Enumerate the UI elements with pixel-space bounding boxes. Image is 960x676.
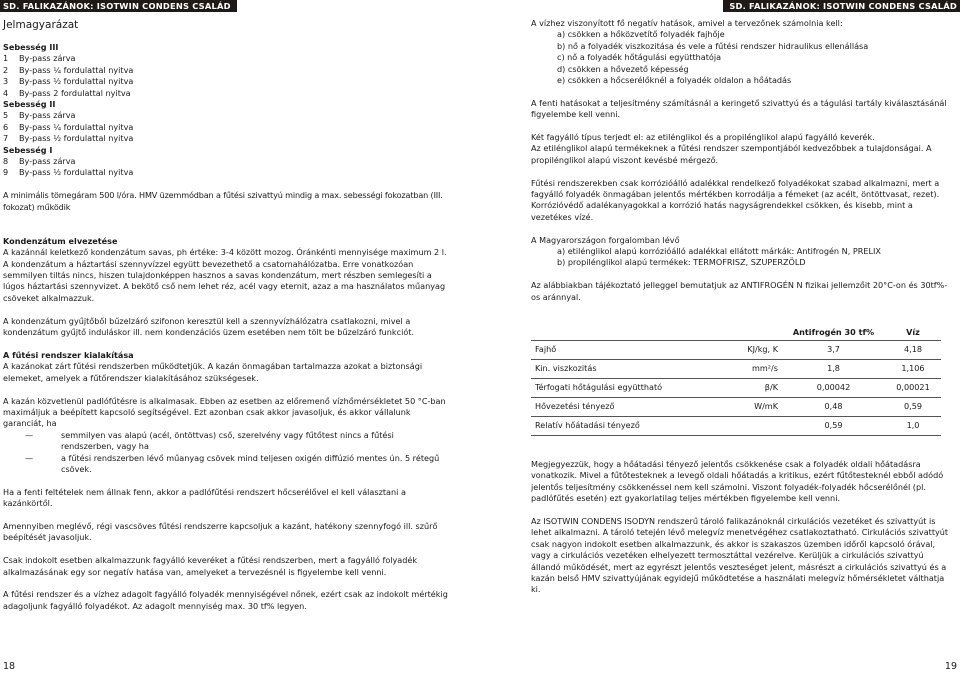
legend-item-number: 8 xyxy=(3,156,9,167)
effect-item: c) nő a folyadék hőtágulási együtthatója xyxy=(557,52,722,63)
legend-item xyxy=(3,156,448,167)
legend-item xyxy=(3,88,448,99)
types-paragraph-2: Az etilénglikol alapú termékeknek a fűtési rendszer szempontjából kedvezőbbek a tulajdonságai. A propilénglikol alapú viszont kevésbé mérgező. xyxy=(531,143,932,165)
heating-paragraph-4: Amennyiben meglévő, régi vascsöves fűtési rendszerre kapcsoljuk a kazánt, hatékony szennyfogó ill. szűrő beépítését javasoljuk. xyxy=(3,520,438,543)
legend-item-label: By-pass zárva xyxy=(19,53,76,64)
legend-item-label: By-pass 2 fordulattal nyitva xyxy=(19,87,131,98)
table-cell: 0,59 xyxy=(885,398,941,417)
legend-item-label: By-pass ½ fordulattal nyitva xyxy=(19,76,134,87)
table-cell: Hővezetési tényező xyxy=(531,398,689,417)
legend-item-label: By-pass ½ fordulattal nyitva xyxy=(19,167,134,178)
table-cell: Kin. viszkozitás xyxy=(531,360,689,379)
table-cell: W/mK xyxy=(689,398,782,417)
left-page xyxy=(0,0,470,676)
table-cell: 3,7 xyxy=(782,341,885,360)
legend-item-label: By-pass zárva xyxy=(19,156,76,167)
table-row xyxy=(531,341,941,360)
heating-paragraph-1: A kazánokat zárt fűtési rendszerben működtetjük. A kazán önmagában tartalmazza azokat a biztonsági elemeket, amelyek a fűtőrendszer kialakításához szükségesek. xyxy=(3,361,423,383)
legend-item-number: 1 xyxy=(3,53,9,64)
legend-group-heading: Sebesség II xyxy=(3,99,56,110)
legend-group-heading: Sebesség I xyxy=(3,144,53,155)
heating-paragraph-5: Csak indokolt esetben alkalmazzunk fagyálló keveréket a fűtési rendszerben, mert a fagyálló folyadék alkalmazásának egy sor negatív hatása van, amelyeket a tervezésnél is figyelembe kell venni. xyxy=(3,555,418,577)
left-column xyxy=(3,18,448,612)
table-row xyxy=(531,379,941,398)
table-row xyxy=(531,417,941,436)
page-header: SD. FALIKAZÁNOK: ISOTWIN CONDENS CSALÁD xyxy=(0,0,237,12)
dash-item xyxy=(3,453,448,476)
table-row xyxy=(531,360,941,379)
heating-paragraph-3: Ha a fenti feltételek nem állnak fenn, akkor a padlófűtési rendszert hőcserélővel el kell választani a kazánkörtől. xyxy=(3,486,406,509)
condensate-paragraph-2: A kondenzátum gyűjtőből bűzelzáró szifonon keresztül kell a szennyvízhálózatra csatlakozni, mivel a kondenzátum gyűjtő induláskor ill. nem kondenzációs üzem esetében nem tölt be bűzelzáró funkciót. xyxy=(3,315,415,338)
dash-text: a fűtési rendszerben lévő műanyag csövek mind teljesen oxigén diffúzió mentes ún. 5 rétegű csövek. xyxy=(61,452,440,474)
page-header: SD. FALIKAZÁNOK: ISOTWIN CONDENS CSALÁD xyxy=(723,0,960,12)
table-cell: 0,48 xyxy=(782,398,885,417)
legend-item-label: By-pass ½ fordulattal nyitva xyxy=(19,133,134,144)
table-cell: β/K xyxy=(689,379,782,398)
right-page xyxy=(490,0,960,676)
dash-text: semmilyen vas alapú (acél, öntöttvas) cső, szerelvény vagy fűtőtest nincs a fűtési rendszerben, vagy ha xyxy=(61,429,394,452)
legend-item xyxy=(3,65,448,76)
legend-item xyxy=(3,133,448,144)
types-paragraph-1: Két fagyálló típus terjedt el: az etilénglikol és a propilénglikol alapú fagyálló keverék. xyxy=(531,132,875,143)
min-flow-note: A minimális tömegáram 500 l/óra. HMV üzemmódban a fűtési szivattyú mindig a max. sebességi fokozatban (III. fokozat) működik xyxy=(3,190,443,212)
table-cell: Relatív hőátadási tényező xyxy=(531,417,689,436)
legend-item-number: 3 xyxy=(3,76,9,87)
right-column xyxy=(531,18,952,596)
table-cell: 0,00042 xyxy=(782,379,885,398)
table-cell: 4,18 xyxy=(885,341,941,360)
page-number: 18 xyxy=(3,661,16,672)
legend-list xyxy=(3,42,448,179)
effects-list xyxy=(531,29,952,86)
table-cell: Fajhő xyxy=(531,341,689,360)
legend-item-label: By-pass ¼ fordulattal nyitva xyxy=(19,121,134,132)
legend-group-heading: Sebesség III xyxy=(3,42,59,52)
table-body xyxy=(531,341,941,436)
effect-item: d) csökken a hővezető képesség xyxy=(557,63,689,74)
brand-item: a) etilénglikol alapú korrózióálló adalékkal ellátott márkák: Antifrogén N, PRELIX xyxy=(557,246,881,257)
table-cell: Térfogati hőtágulási együttható xyxy=(531,379,689,398)
table-header-cell xyxy=(689,325,782,341)
pump-paragraph: Az ISOTWIN CONDENS ISODYN rendszerű tároló falikazánoknál cirkulációs vezetéket és szivattyút is lehet alkalmazni. A tároló tetején lévő melegvíz menetvégéhez csatlakoztatható. Cirkulációs szivattyút csak nagyon indokolt esetben alkalmazzunk, és akkor is szakaszos üzemben időről kapcsoló órával, vagy a cirkulációs vezetéken elhelyezett termosztáttal vezérelve. Kerüljük a cirkulációs szivattyú állandó működését, mert az egyrészt jelentős veszteséget jelent, másrészt a cirkulációs szivattyú és a kazán belső HMV szivattyújának egyidejű működtetése a használati melegvíz hőmérsékletet válthatja ki. xyxy=(531,515,949,595)
legend-item xyxy=(3,167,448,178)
legend-item xyxy=(3,110,448,121)
table-row xyxy=(531,398,941,417)
legend-title: Jelmagyarázat xyxy=(3,19,79,31)
table-cell: 0,00021 xyxy=(885,379,941,398)
table-cell: 1,8 xyxy=(782,360,885,379)
table-cell: 1,0 xyxy=(885,417,941,436)
table-cell: 1,106 xyxy=(885,360,941,379)
effect-item: e) csökken a hőcserélőknél a folyadék oldalon a hőátadás xyxy=(557,75,792,86)
legend-item xyxy=(3,122,448,133)
legend-item-number: 9 xyxy=(3,167,9,178)
brand-item: b) propilénglikol alapú termékek: TERMOFRISZ, SZUPERZÖLD xyxy=(557,257,806,268)
market-paragraph: A Magyarországon forgalomban lévő xyxy=(531,234,680,245)
heating-paragraph-6: A fűtési rendszer és a vízhez adagolt fagyálló folyadék mennyiségével nőnek, ezért csak az indokolt mértékig adagoljunk fagyálló folyadékot. Az adagolt mennyiség max. 30 tf% legyen. xyxy=(3,589,448,611)
legend-item-label: By-pass zárva xyxy=(19,110,76,121)
table-header-row xyxy=(531,325,941,341)
legend-item-number: 6 xyxy=(3,121,9,132)
dash-mark: — xyxy=(25,452,34,463)
table-cell: mm²/s xyxy=(689,360,782,379)
table-header-cell: Antifrogén 30 tf% xyxy=(782,325,885,341)
effects-paragraph: A fenti hatásokat a teljesítmény számításnál a keringető szivattyú és a tágulási tartály kiválasztásánál figyelembe kell venni. xyxy=(531,97,947,120)
page-number: 19 xyxy=(944,661,957,672)
table-header-cell: Víz xyxy=(885,325,941,341)
legend-item-number: 2 xyxy=(3,64,9,75)
dash-item xyxy=(3,430,448,453)
dash-mark: — xyxy=(25,429,34,440)
legend-item-number: 4 xyxy=(3,87,9,98)
heating-paragraph-2: A kazán közvetlenül padlófűtésre is alkalmasak. Ebben az esetben az előremenő vízhőmérsékletet 50 °C-ban maximáljuk a beépített kapcsoló segítségével. Ezt azonban csak akkor javasoljuk, és akkor vállalunk garanciát, ha xyxy=(3,395,446,429)
brand-list xyxy=(531,246,952,269)
table-cell: KJ/kg, K xyxy=(689,341,782,360)
legend-item-number: 7 xyxy=(3,133,9,144)
effect-item: b) nő a folyadék viszkozitása és vele a fűtési rendszer hidraulikus ellenállása xyxy=(557,40,869,51)
table-cell: 0,59 xyxy=(782,417,885,436)
legend-item-number: 5 xyxy=(3,110,9,121)
table-header-cell xyxy=(531,325,689,341)
corrosion-paragraph: Fűtési rendszerekben csak korrózióálló adalékkal rendelkező folyadékokat szabad alkalmazni, mert a fagyálló folyadék önmagában jelentős mértékben korrodálja a fémeket (az acélt, öntöttvasat, rezet). Korrózióvédő adalékanyagokkal a korrózió hatás nagyságrendekkel csökken, és kisebb, mint a vezetékes vízé. xyxy=(531,177,940,222)
condensate-title: Kondenzátum elvezetése xyxy=(3,235,118,246)
legend-item-label: By-pass ¼ fordulattal nyitva xyxy=(19,64,134,75)
table-cell xyxy=(689,417,782,436)
legend-item xyxy=(3,76,448,87)
condensate-paragraph: A kazánnál keletkező kondenzátum savas, ph értéke: 3-4 között mozog. Óránkénti mennyisége maximum 2 l. A kondenzátum a háztartási szennyvízzel együtt bevezethető a csatornahálózatba. Erre vonatkozóan semmilyen tiltás nincs, hiszen tulajdonképpen hasznos a savas kondenzátum, mert részben semlegesíti a lúgos háztartási szennyvizet. A bekötő cső nem lehet réz, acél vagy eternit, azaz a ma használatos műanyag csöveket alkalmazzuk. xyxy=(3,247,447,303)
table-intro: Az alábbiakban tájékoztató jelleggel bemutatjuk az ANTIFROGÉN N fizikai jellemzőit 20°C-on és 30tf%-os aránnyal. xyxy=(531,280,948,302)
legend-item xyxy=(3,53,448,64)
heating-title: A fűtési rendszer kialakítása xyxy=(3,349,134,360)
effects-intro: A vízhez viszonyított fő negatív hatások, amivel a tervezőnek számolnia kell: xyxy=(531,18,843,28)
after-table-paragraph: Megjegyezzük, hogy a hőátadási tényező jelentős csökkenése csak a folyadék oldali hőátadásra vonatkozik. Mivel a fűtőtesteknek a levegő oldali hőátadás a kritikus, ezért fűtőtesteknél ebből adódó jelentős teljesítmény csökkenéssel nem kell számolni. Viszont folyadék-folyadék hőcserélőnél (pl. padlófűtés esetén) ezt gyakorlatilag teljes mértékben figyelembe kell venni. xyxy=(531,458,944,504)
properties-table xyxy=(531,325,941,436)
effect-item: a) csökken a hőközvetítő folyadék fajhője xyxy=(557,29,725,40)
